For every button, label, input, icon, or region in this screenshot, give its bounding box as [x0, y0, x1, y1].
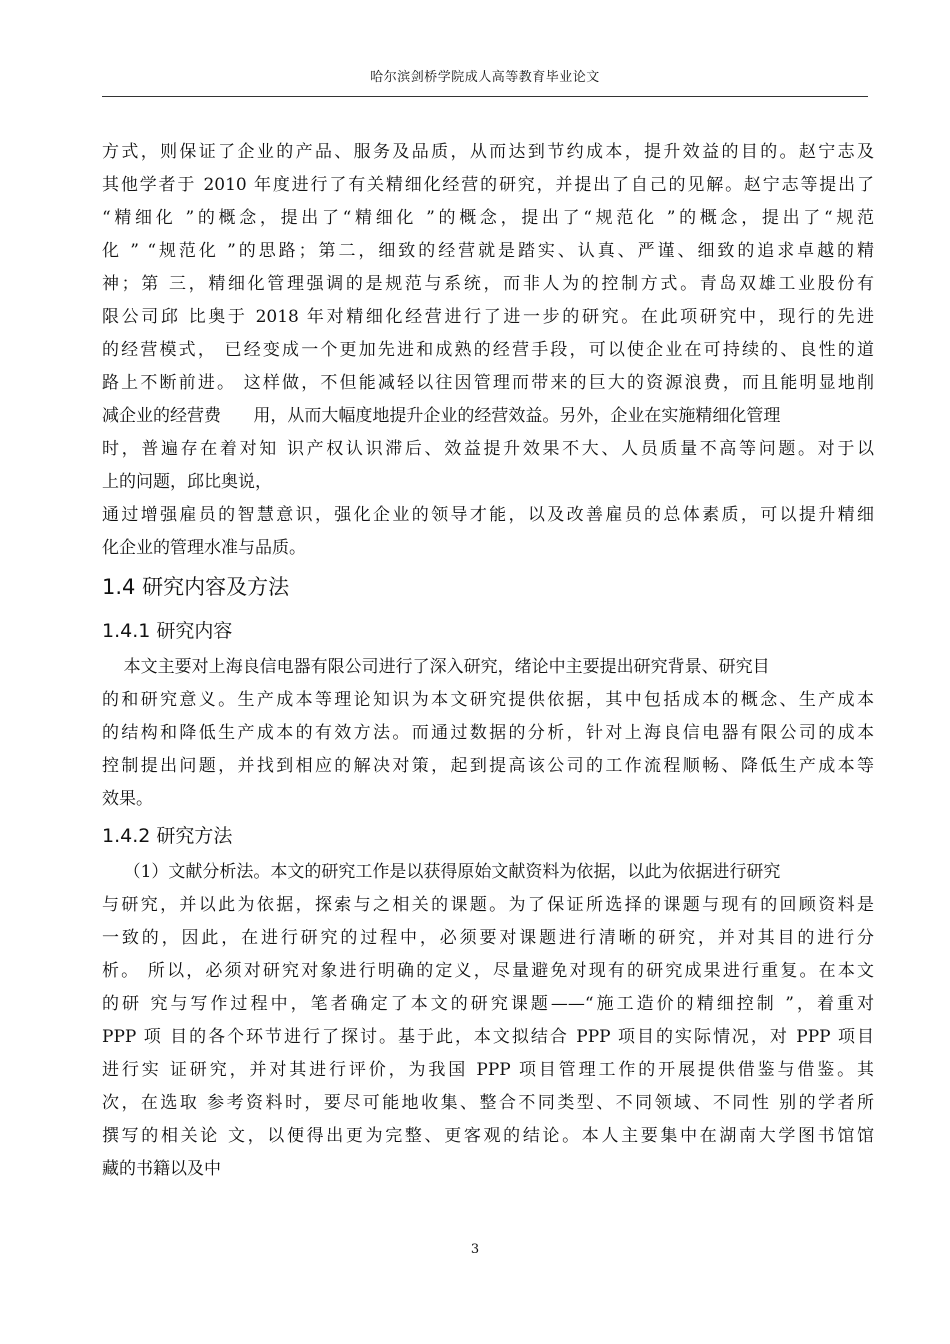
- text-line: 本文主要对上海良信电器有限公司进行了深入研究，绪论中主要提出研究背景、研究目: [102, 657, 770, 677]
- text-line: （1）文献分析法。本文的研究工作是以获得原始文献资料为依据，以此为依据进行研究: [102, 862, 781, 882]
- text-line: 的和研究意义。生产成本等理论知识为本文研究提供依据，其中包括成本的概念、生产成本: [102, 690, 874, 710]
- text-line: 时，普遍存在着对知 识产权认识滞后、效益提升效果不大、人员质量不高等问题。对于以: [102, 439, 874, 459]
- section-heading-1-4-1: 1.4.1 研究内容: [102, 620, 233, 642]
- text-line: 路上不断前进。 这样做，不但能减轻以往因管理而带来的巨大的资源浪费，而且能明显地削: [102, 373, 874, 393]
- text-line: 与研究，并以此为依据，探索与之相关的课题。为了保证所选择的课题与现有的回顾资料是: [102, 895, 874, 915]
- text-line: 效果。: [102, 789, 153, 809]
- text-line: 进行实 证研究，并对其进行评价，为我国 PPP 项目管理工作的开展提供借鉴与借鉴。其: [102, 1060, 874, 1080]
- text-line: 撰写的相关论 文，以便得出更为完整、更客观的结论。本人主要集中在湖南大学图书馆馆: [102, 1126, 874, 1146]
- paragraph-3: [102, 856, 874, 1186]
- text-line: 化企业的管理水准与品质。: [102, 538, 306, 558]
- section-heading-1-4-2: 1.4.2 研究方法: [102, 825, 233, 847]
- page-number: 3: [470, 1242, 480, 1257]
- text-line: 析。 所以，必须对研究对象进行明确的定义，尽量避免对现有的研究成果进行重复。在本文: [102, 961, 874, 981]
- paragraph-2: [102, 651, 874, 816]
- text-line: 控制提出问题，并找到相应的解决对策，起到提高该公司的工作流程顺畅、降低生产成本等: [102, 756, 874, 776]
- text-line: 化 ” “规范化 ”的思路；第二，细致的经营就是踏实、认真、严谨、细致的追求卓越的精: [102, 241, 874, 261]
- text-line: 神；第 三，精细化管理强调的是规范与系统，而非人为的控制方式。青岛双雄工业股份有: [102, 274, 874, 294]
- page-body: [102, 136, 874, 1186]
- text-line: PPP 项 目的各个环节进行了探讨。基于此，本文拟结合 PPP 项目的实际情况，对 PPP 项目: [102, 1027, 874, 1047]
- paragraph-1: [102, 136, 874, 565]
- section-heading-1-4: 1.4 研究内容及方法: [102, 575, 290, 599]
- text-line: 通过增强雇员的智慧意识，强化企业的领导才能，以及改善雇员的总体素质，可以提升精细: [102, 505, 874, 525]
- text-line: 的经营模式， 已经变成一个更加先进和成熟的经营手段，可以使企业在可持续的、良性的道: [102, 340, 874, 360]
- text-line: 限公司邱 比奥于 2018 年对精细化经营进行了进一步的研究。在此项研究中，现行的先进: [102, 307, 874, 327]
- text-line: 次，在选取 参考资料时，要尽可能地收集、整合不同类型、不同领域、不同性 别的学者所: [102, 1093, 874, 1113]
- text-line: 减企业的经营费 用，从而大幅度地提升企业的经营效益。另外，企业在实施精细化管理: [102, 406, 781, 426]
- text-line: 藏的书籍以及中: [102, 1159, 221, 1179]
- running-header: 哈尔滨剑桥学院成人高等教育毕业论文: [370, 70, 600, 85]
- text-line: “精细化 ”的概念，提出了“精细化 ”的概念，提出了“规范化 ”的概念，提出了“规范: [102, 208, 874, 228]
- text-line: 方式，则保证了企业的产品、服务及品质，从而达到节约成本，提升效益的目的。赵宁志及: [102, 142, 874, 162]
- text-line: 的研 究与写作过程中，笔者确定了本文的研究课题——“施工造价的精细控制 ”，着重对: [102, 994, 874, 1014]
- header-divider: [102, 96, 868, 97]
- text-line: 上的问题，邱比奥说，: [102, 472, 272, 492]
- text-line: 其他学者于 2010 年度进行了有关精细化经营的研究，并提出了自己的见解。赵宁志等提出了: [102, 175, 874, 195]
- text-line: 的结构和降低生产成本的有效方法。而通过数据的分析，针对上海良信电器有限公司的成本: [102, 723, 874, 743]
- text-line: 一致的，因此，在进行研究的过程中，必须要对课题进行清晰的研究，并对其目的进行分: [102, 928, 874, 948]
